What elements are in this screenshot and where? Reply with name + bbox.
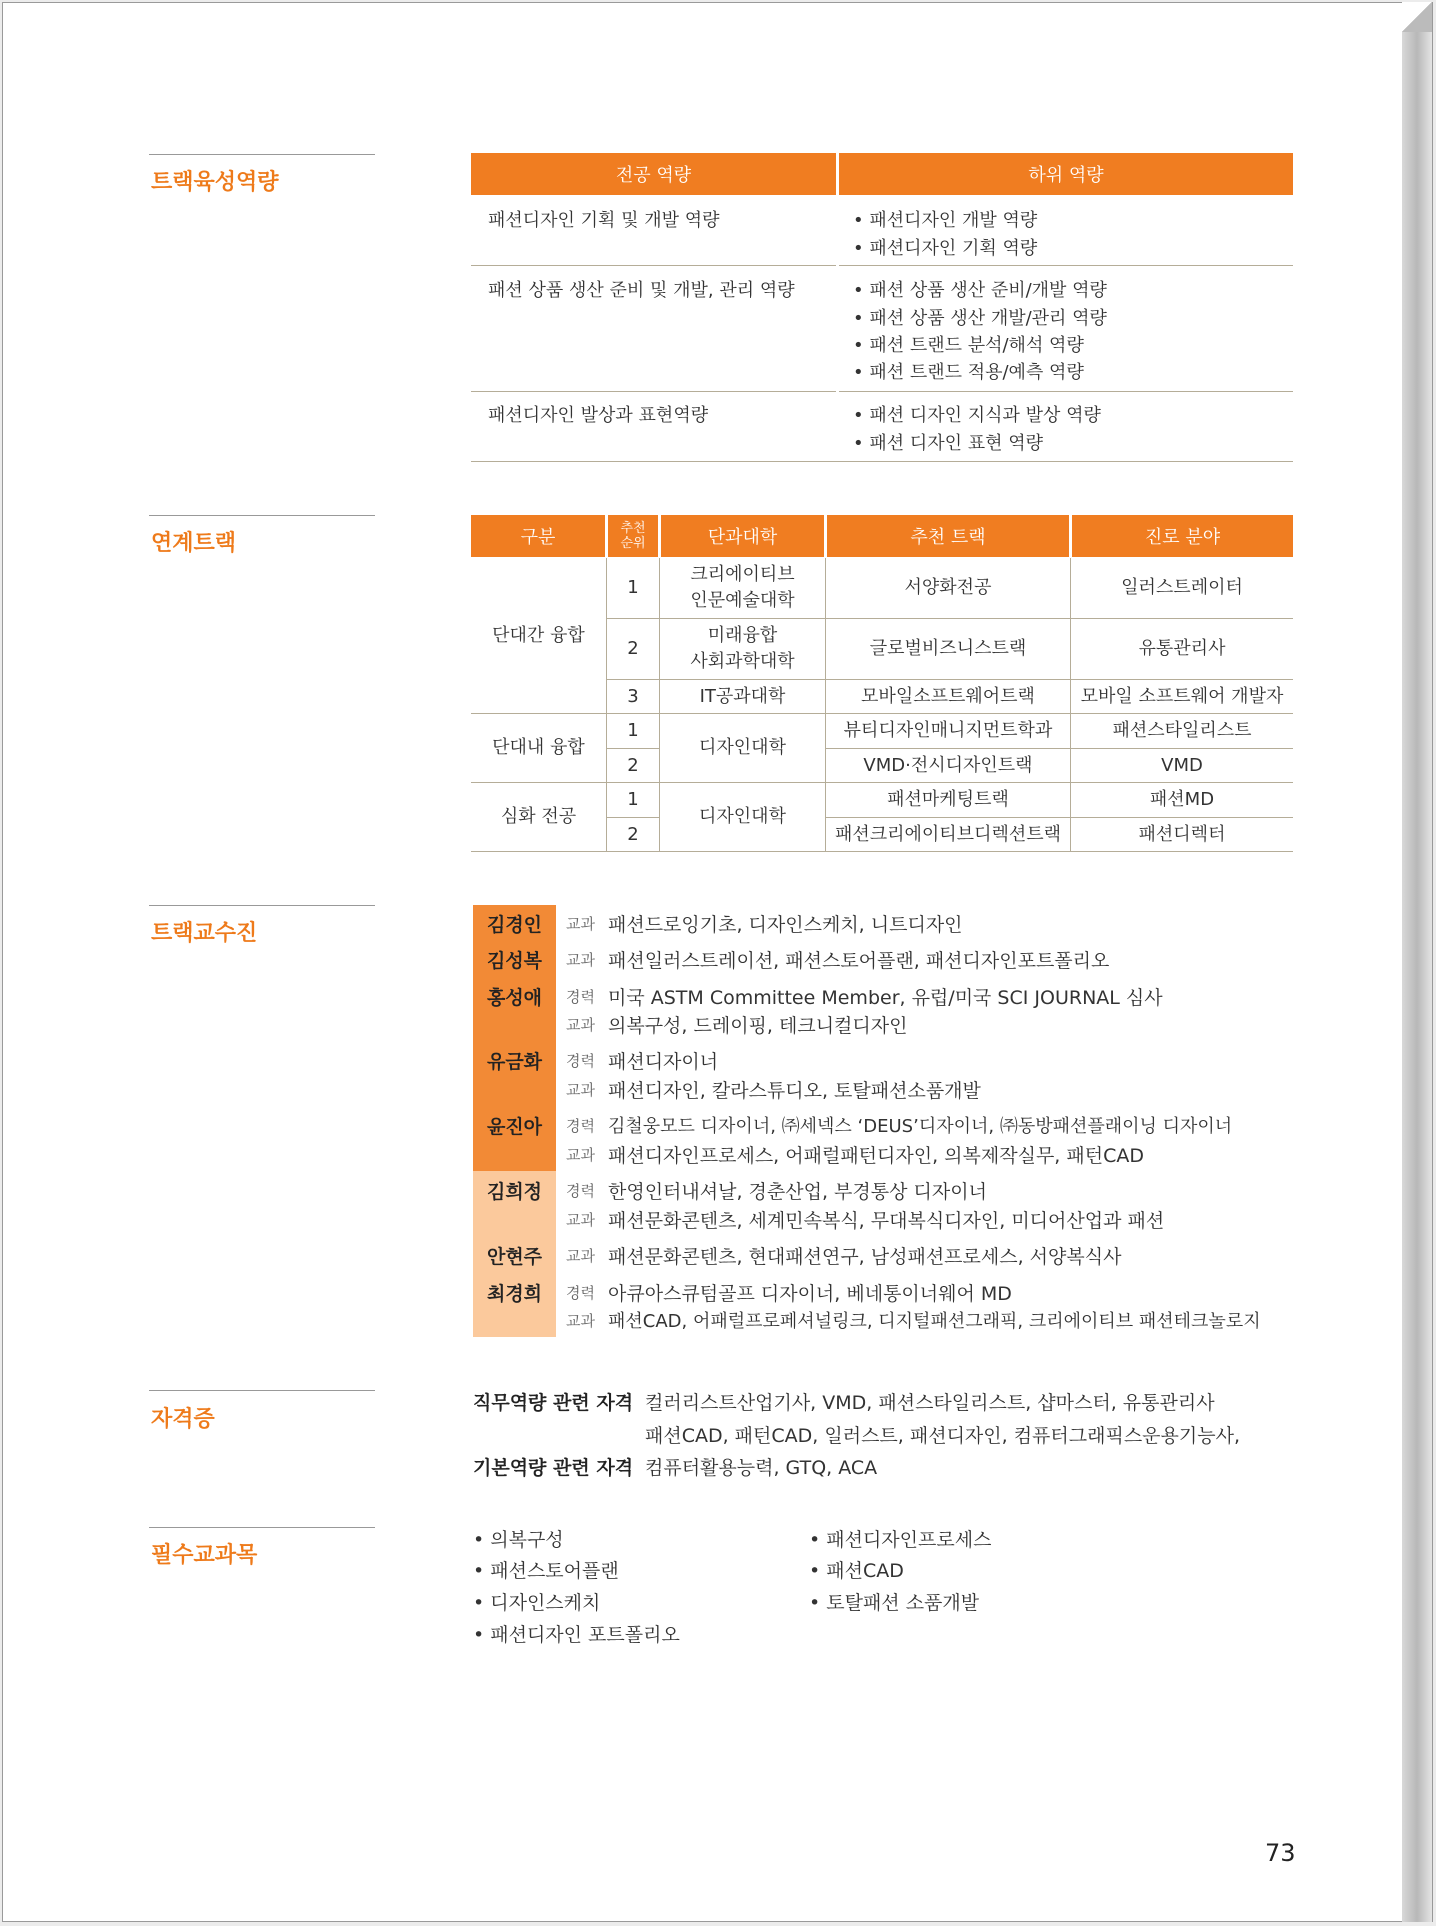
row-rank: 2	[627, 638, 639, 659]
course-item: • 패션스토어플랜	[473, 1560, 619, 1582]
competency-sub-2-2: • 패션 상품 생산 개발/관리 역량	[853, 308, 1107, 329]
group-intra-college: 단대내 융합	[492, 737, 585, 758]
faculty-text: 패션문화콘텐츠, 세계민속복식, 무대복식디자인, 미디어산업과 패션	[608, 1210, 1165, 1232]
faculty-text: 패션디자인, 칼라스튜디오, 토탈패션소품개발	[608, 1080, 981, 1102]
job-cert-line1: 컬러리스트산업기사, VMD, 패션스타일리스트, 샵마스터, 유통관리사	[645, 1392, 1215, 1414]
competency-sub-2-4: • 패션 트랜드 적용/예측 역량	[853, 362, 1084, 383]
faculty-label: 교과	[566, 1081, 595, 1099]
page-edge	[1402, 2, 1433, 1922]
faculty-name: 김희정	[486, 1181, 543, 1203]
row-college: 크리에이티브 인문예술대학	[690, 564, 795, 611]
header-major: 전공 역량	[471, 153, 836, 195]
section-title-linked: 연계트랙	[151, 531, 237, 556]
faculty-text: 패션문화콘텐츠, 현대패션연구, 남성패션프로세스, 서양복식사	[608, 1246, 1122, 1268]
faculty-text: 미국 ASTM Committee Member, 유럽/미국 SCI JOURNAL 심사	[608, 987, 1163, 1009]
row-divider	[839, 391, 1293, 392]
section-divider	[149, 1390, 375, 1391]
document-page	[2, 2, 1404, 1922]
header-career: 진로 분야	[1072, 515, 1293, 557]
row-divider	[471, 461, 1293, 462]
header-sub: 하위 역량	[839, 153, 1293, 195]
course-item: • 디자인스케치	[473, 1592, 601, 1614]
faculty-name: 최경희	[486, 1283, 543, 1305]
row-track: 글로벌비즈니스트랙	[869, 638, 1027, 659]
faculty-text: 한영인터내셔날, 경춘산업, 부경통상 디자이너	[608, 1181, 987, 1203]
competency-sub-3-2: • 패션 디자인 표현 역량	[853, 433, 1043, 454]
competency-major-3: 패션디자인 발상과 표현역량	[488, 405, 709, 426]
faculty-label: 교과	[566, 1016, 595, 1034]
faculty-text: 의복구성, 드레이핑, 테크니컬디자인	[608, 1015, 908, 1037]
row-career: 유통관리사	[1138, 638, 1226, 659]
section-title-faculty: 트랙교수진	[151, 921, 258, 946]
row-college: 디자인대학	[699, 737, 786, 758]
page-number: 73	[1265, 1839, 1296, 1867]
row-track: 서양화전공	[904, 577, 992, 598]
section-title-required: 필수교과목	[151, 1543, 258, 1568]
header-college: 단과대학	[661, 515, 824, 557]
section-divider	[149, 1527, 375, 1528]
header-rank-line1: 추천	[620, 521, 646, 536]
row-college: 디자인대학	[699, 806, 786, 827]
row-track: 뷰티디자인매니지먼트학과	[843, 720, 1053, 741]
faculty-name: 김경인	[486, 914, 543, 936]
section-divider	[149, 154, 375, 155]
row-career: VMD	[1161, 754, 1203, 776]
faculty-name: 안현주	[486, 1246, 543, 1268]
row-rank: 1	[627, 720, 639, 741]
faculty-label: 교과	[566, 1247, 595, 1265]
row-divider	[471, 851, 1293, 852]
row-track: 패션크리에이티브디렉션트랙	[834, 823, 1062, 845]
basic-cert-text: 컴퓨터활용능력, GTQ, ACA	[645, 1457, 878, 1479]
group-inter-college: 단대간 융합	[492, 624, 585, 646]
header-rank	[608, 515, 658, 557]
competency-sub-1-2: • 패션디자인 기획 역량	[853, 238, 1038, 259]
row-rank: 2	[627, 754, 639, 776]
faculty-name: 유금화	[486, 1051, 543, 1073]
faculty-label: 교과	[566, 915, 595, 933]
faculty-label: 경력	[566, 1284, 595, 1302]
faculty-label: 경력	[566, 988, 595, 1006]
section-title-certificates: 자격증	[151, 1407, 215, 1432]
course-item: • 패션디자인프로세스	[809, 1529, 992, 1551]
section-divider	[149, 515, 375, 516]
faculty-label: 교과	[566, 951, 595, 969]
faculty-label: 교과	[566, 1312, 595, 1330]
course-item: • 의복구성	[473, 1529, 564, 1551]
faculty-label: 경력	[566, 1117, 595, 1135]
faculty-label: 교과	[566, 1211, 595, 1229]
group-advanced: 심화 전공	[500, 806, 577, 827]
course-item: • 패션CAD	[809, 1560, 904, 1582]
faculty-text: 패션CAD, 어패럴프로페셔널링크, 디지털패션그래픽, 크리에이티브 패션테크놀로지	[608, 1311, 1261, 1332]
job-cert-label: 직무역량 관련 자격	[473, 1392, 634, 1414]
row-rank: 3	[627, 685, 639, 707]
row-career: 패션MD	[1149, 789, 1215, 810]
header-type: 구분	[471, 515, 605, 557]
header-track: 추천 트랙	[827, 515, 1069, 557]
faculty-text: 패션일러스트레이션, 패션스토어플랜, 패션디자인포트폴리오	[608, 950, 1110, 972]
competency-major-2: 패션 상품 생산 준비 및 개발, 관리 역량	[488, 280, 795, 301]
header-rank-line2: 순위	[620, 536, 646, 551]
page-fold	[1402, 2, 1432, 32]
faculty-label: 교과	[566, 1146, 595, 1164]
row-track: VMD·전시디자인트랙	[863, 754, 1033, 776]
faculty-text: 김철웅모드 디자이너, ㈜세넥스 ‘DEUS’디자이너, ㈜동방패션플래이닝 디자이너	[608, 1116, 1233, 1137]
faculty-text: 패션드로잉기초, 디자인스케치, 니트디자인	[608, 914, 963, 936]
faculty-text: 패션디자인프로세스, 어패럴패턴디자인, 의복제작실무, 패턴CAD	[608, 1145, 1144, 1167]
row-rank: 1	[627, 789, 639, 810]
row-rank: 2	[627, 823, 639, 845]
job-cert-line2: 패션CAD, 패턴CAD, 일러스트, 패션디자인, 컴퓨터그래픽스운용기능사,	[645, 1425, 1240, 1447]
row-track: 모바일소프트웨어트랙	[861, 685, 1035, 707]
competency-sub-2-1: • 패션 상품 생산 준비/개발 역량	[853, 280, 1107, 301]
row-career: 패션스타일리스트	[1112, 720, 1252, 741]
row-divider	[471, 391, 836, 392]
section-title-competency: 트랙육성역량	[151, 170, 279, 195]
row-rank: 1	[627, 577, 639, 598]
faculty-label: 경력	[566, 1052, 595, 1070]
faculty-text: 아큐아스큐텀골프 디자이너, 베네통이너웨어 MD	[608, 1283, 1012, 1305]
faculty-text: 패션디자이너	[608, 1051, 719, 1073]
row-career: 일러스트레이터	[1121, 577, 1243, 598]
row-divider	[839, 265, 1293, 266]
course-item: • 패션디자인 포트폴리오	[473, 1624, 680, 1646]
competency-sub-1-1: • 패션디자인 개발 역량	[853, 210, 1038, 231]
row-college: 미래융합 사회과학대학	[690, 625, 795, 672]
competency-major-1: 패션디자인 기획 및 개발 역량	[488, 210, 720, 231]
row-track: 패션마케팅트랙	[887, 789, 1009, 810]
competency-sub-3-1: • 패션 디자인 지식과 발상 역량	[853, 405, 1101, 426]
competency-sub-2-3: • 패션 트랜드 분석/해석 역량	[853, 335, 1084, 356]
row-career: 모바일 소프트웨어 개발자	[1080, 685, 1284, 707]
row-divider	[471, 265, 836, 266]
section-divider	[149, 905, 375, 906]
basic-cert-label: 기본역량 관련 자격	[473, 1457, 634, 1479]
faculty-name: 윤진아	[486, 1116, 543, 1138]
row-career: 패션디렉터	[1138, 823, 1226, 845]
faculty-label: 경력	[566, 1182, 595, 1200]
faculty-name: 김성복	[486, 950, 543, 972]
row-college: IT공과대학	[699, 685, 786, 707]
faculty-name: 홍성애	[486, 987, 543, 1009]
course-item: • 토탈패션 소품개발	[809, 1592, 980, 1614]
